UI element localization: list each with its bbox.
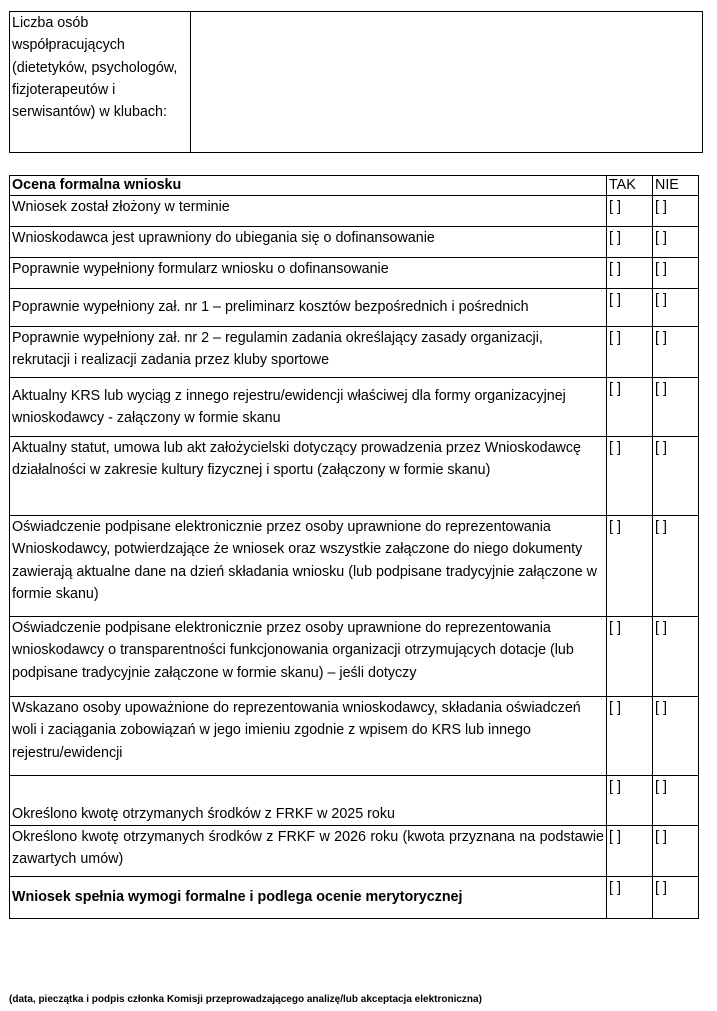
- table-row: [10, 437, 699, 516]
- checkbox-yes[interactable]: [ ]: [607, 697, 653, 776]
- checkbox-yes[interactable]: [ ]: [607, 289, 653, 327]
- criterion-text: Poprawnie wypełniony formularz wniosku o dofinansowanie: [10, 258, 607, 289]
- table-row: [10, 877, 699, 919]
- criterion-text: Aktualny statut, umowa lub akt założycielski dotyczący prowadzenia przez Wnioskodawcę działalności w zakresie kultury fizycznej i sportu (załączony w formie skanu): [10, 437, 607, 516]
- checkbox-no[interactable]: [ ]: [653, 227, 699, 258]
- table-title: Ocena formalna wniosku: [10, 176, 607, 196]
- checkbox-no[interactable]: [ ]: [653, 327, 699, 378]
- table-row: [10, 227, 699, 258]
- signature-note: (data, pieczątka i podpis członka Komisji przeprowadzającego analizę/lub akceptacja elektroniczna): [9, 994, 482, 1005]
- table-row: [10, 378, 699, 437]
- checkbox-yes[interactable]: [ ]: [607, 516, 653, 617]
- column-header-yes: TAK: [607, 176, 653, 196]
- criterion-text: Wskazano osoby upoważnione do reprezentowania wnioskodawcy, składania oświadczeń woli i zaciągania zobowiązań w jego imieniu zgodnie z wpisem do KRS lub innego rejestru/ewidencji: [10, 697, 607, 776]
- table-row: [10, 258, 699, 289]
- checkbox-yes[interactable]: [ ]: [607, 378, 653, 437]
- table-header-row: [10, 176, 699, 196]
- criterion-text: Określono kwotę otrzymanych środków z FRKF w 2025 roku: [10, 776, 607, 826]
- checkbox-yes[interactable]: [ ]: [607, 437, 653, 516]
- checkbox-no[interactable]: [ ]: [653, 258, 699, 289]
- table-row: [10, 289, 699, 327]
- checkbox-yes[interactable]: [ ]: [607, 227, 653, 258]
- criterion-text: Wnioskodawca jest uprawniony do ubiegania się o dofinansowanie: [10, 227, 607, 258]
- criterion-text: Poprawnie wypełniony zał. nr 1 – preliminarz kosztów bezpośrednich i pośrednich: [10, 289, 607, 327]
- collaborators-label: Liczba osób współpracujących (dietetyków, psychologów, fizjoterapeutów i serwisantów) w klubach:: [10, 12, 191, 153]
- table-row: [10, 697, 699, 776]
- collaborators-table: [9, 11, 703, 153]
- table-row: [10, 826, 699, 877]
- checkbox-no[interactable]: [ ]: [653, 516, 699, 617]
- checkbox-yes[interactable]: [ ]: [607, 826, 653, 877]
- table-row: [10, 516, 699, 617]
- checkbox-yes[interactable]: [ ]: [607, 196, 653, 227]
- criterion-text: Określono kwotę otrzymanych środków z FRKF w 2026 roku (kwota przyznana na podstawie zawartych umów): [10, 826, 607, 877]
- criterion-text: Oświadczenie podpisane elektronicznie przez osoby uprawnione do reprezentowania Wnioskodawcy, potwierdzające że wniosek oraz wszystkie załączone do niego dokumenty zawierają aktualne dane na dzień składania wniosku (lub podpisane tradycyjnie załączone w formie skanu): [10, 516, 607, 617]
- criterion-text: Aktualny KRS lub wyciąg z innego rejestru/ewidencji właściwej dla formy organizacyjnej wnioskodawcy - załączony w formie skanu: [10, 378, 607, 437]
- formal-evaluation-table: [9, 175, 699, 919]
- collaborators-value-field[interactable]: [191, 12, 703, 153]
- checkbox-yes[interactable]: [ ]: [607, 617, 653, 697]
- checkbox-no[interactable]: [ ]: [653, 776, 699, 826]
- table-row: [10, 196, 699, 227]
- criterion-text: Oświadczenie podpisane elektronicznie przez osoby uprawnione do reprezentowania wnioskodawcy o transparentności funkcjonowania organizacji otrzymujących dotacje (lub podpisane tradycyjnie załączone w formie skanu) – jeśli dotyczy: [10, 617, 607, 697]
- checkbox-no[interactable]: [ ]: [653, 378, 699, 437]
- table-row: [10, 776, 699, 826]
- checkbox-yes[interactable]: [ ]: [607, 877, 653, 919]
- checkbox-yes[interactable]: [ ]: [607, 327, 653, 378]
- column-header-no: NIE: [653, 176, 699, 196]
- criterion-text: Poprawnie wypełniony zał. nr 2 – regulamin zadania określający zasady organizacji, rekrutacji i realizacji zadania przez kluby sportowe: [10, 327, 607, 378]
- criterion-text: Wniosek został złożony w terminie: [10, 196, 607, 227]
- checkbox-no[interactable]: [ ]: [653, 697, 699, 776]
- criterion-text-conclusion: Wniosek spełnia wymogi formalne i podlega ocenie merytorycznej: [10, 877, 607, 919]
- checkbox-no[interactable]: [ ]: [653, 826, 699, 877]
- checkbox-no[interactable]: [ ]: [653, 437, 699, 516]
- checkbox-no[interactable]: [ ]: [653, 289, 699, 327]
- checkbox-yes[interactable]: [ ]: [607, 258, 653, 289]
- checkbox-yes[interactable]: [ ]: [607, 776, 653, 826]
- table-row: [10, 327, 699, 378]
- checkbox-no[interactable]: [ ]: [653, 877, 699, 919]
- checkbox-no[interactable]: [ ]: [653, 617, 699, 697]
- table-row: [10, 617, 699, 697]
- checkbox-no[interactable]: [ ]: [653, 196, 699, 227]
